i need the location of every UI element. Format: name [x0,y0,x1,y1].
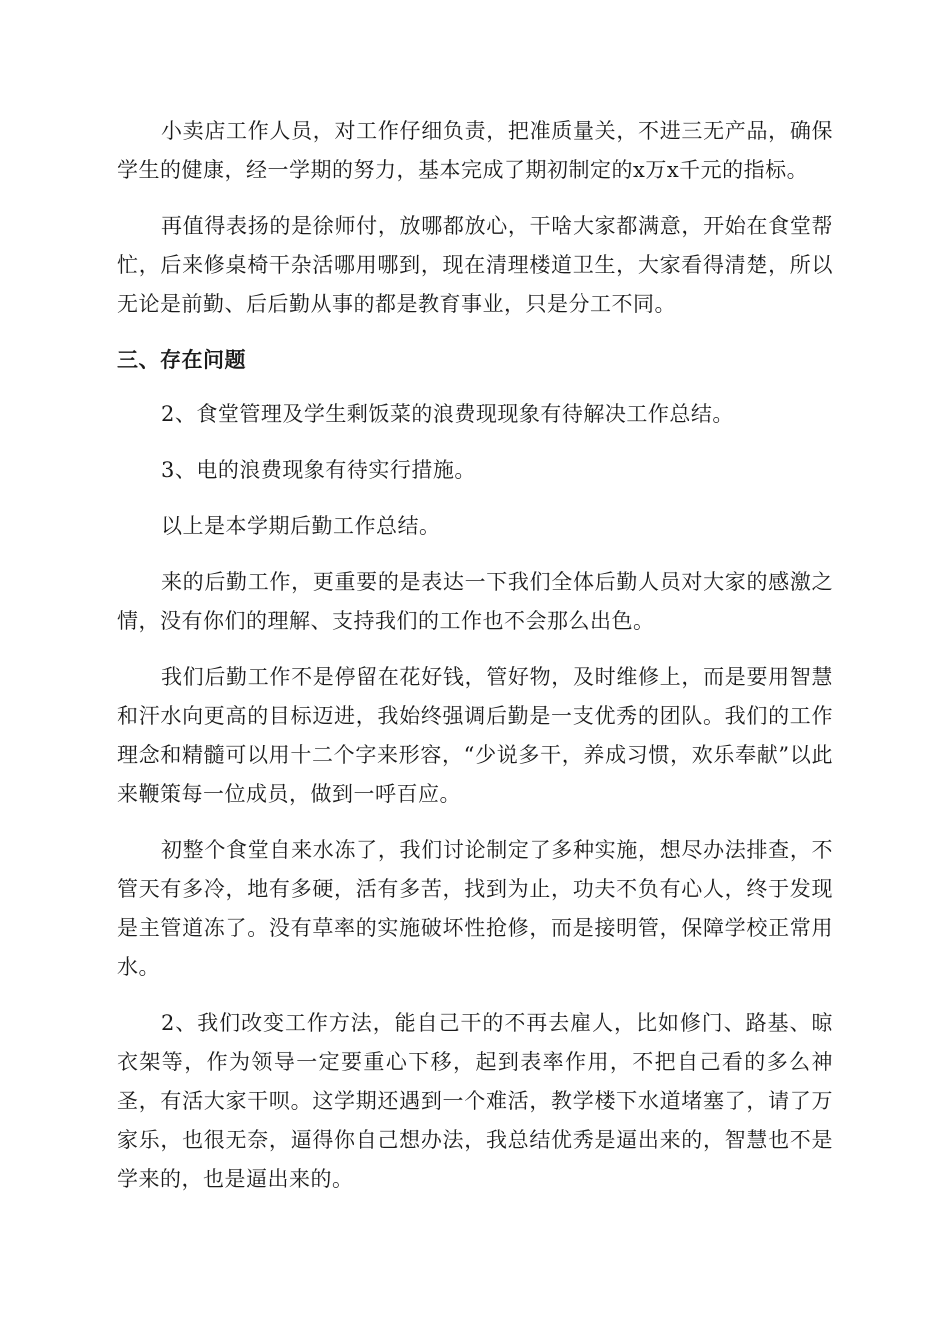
paragraph-issue-electricity: 3、电的浪费现象有待实行措施。 [161,458,476,482]
paragraph-gratitude: 来的后勤工作，更重要的是表达一下我们全体后勤人员对大家的感激之情，没有你们的理解、支持我们的工作也不会那么出色。 [117,570,833,633]
paragraph-summary-close: 以上是本学期后勤工作总结。 [161,514,441,538]
paragraph-issue-canteen: 2、食堂管理及学生剩饭菜的浪费现现象有待解决工作总结。 [161,402,734,426]
paragraph-water-repair: 初整个食堂自来水冻了，我们讨论制定了多种实施，想尽办法排查，不管天有多冷，地有多硬，活有多苦，找到为止，功夫不负有心人，终于发现是主管道冻了。没有草率的实施破坏性抢修，而是接明管，保障学校正常用水。 [117,838,833,979]
document-body [117,112,833,1216]
paragraph-shop-staff: 小卖店工作人员，对工作仔细负责，把准质量关，不进三无产品，确保学生的健康，经一学期的努力，基本完成了期初制定的x万x千元的指标。 [117,119,833,182]
paragraph-team-philosophy: 我们后勤工作不是停留在花好钱，管好物，及时维修上，而是要用智慧和汗水向更高的目标迈进，我始终强调后勤是一支优秀的团队。我们的工作理念和精髓可以用十二个字来形容，“少说多干，养成习惯，欢乐奉献”以此来鞭策每一位成员，做到一呼百应。 [117,665,833,806]
paragraph-praise-xu: 再值得表扬的是徐师付，放哪都放心，干啥大家都满意，开始在食堂帮忙，后来修桌椅干杂活哪用哪到，现在清理楼道卫生，大家看得清楚，所以无论是前勤、后后勤从事的都是教育事业，只是分工不同。 [117,214,833,316]
paragraph-work-method: 2、我们改变工作方法，能自己干的不再去雇人，比如修门、路基、晾衣架等，作为领导一定要重心下移，起到表率作用，不把自己看的多么神圣，有活大家干呗。这学期还遇到一个难活，教学楼下水道堵塞了，请了万家乐，也很无奈，逼得你自己想办法，我总结优秀是逼出来的，智慧也不是学来的，也是逼出来的。 [117,1011,833,1191]
section-heading-issues: 三、存在问题 [117,348,246,372]
